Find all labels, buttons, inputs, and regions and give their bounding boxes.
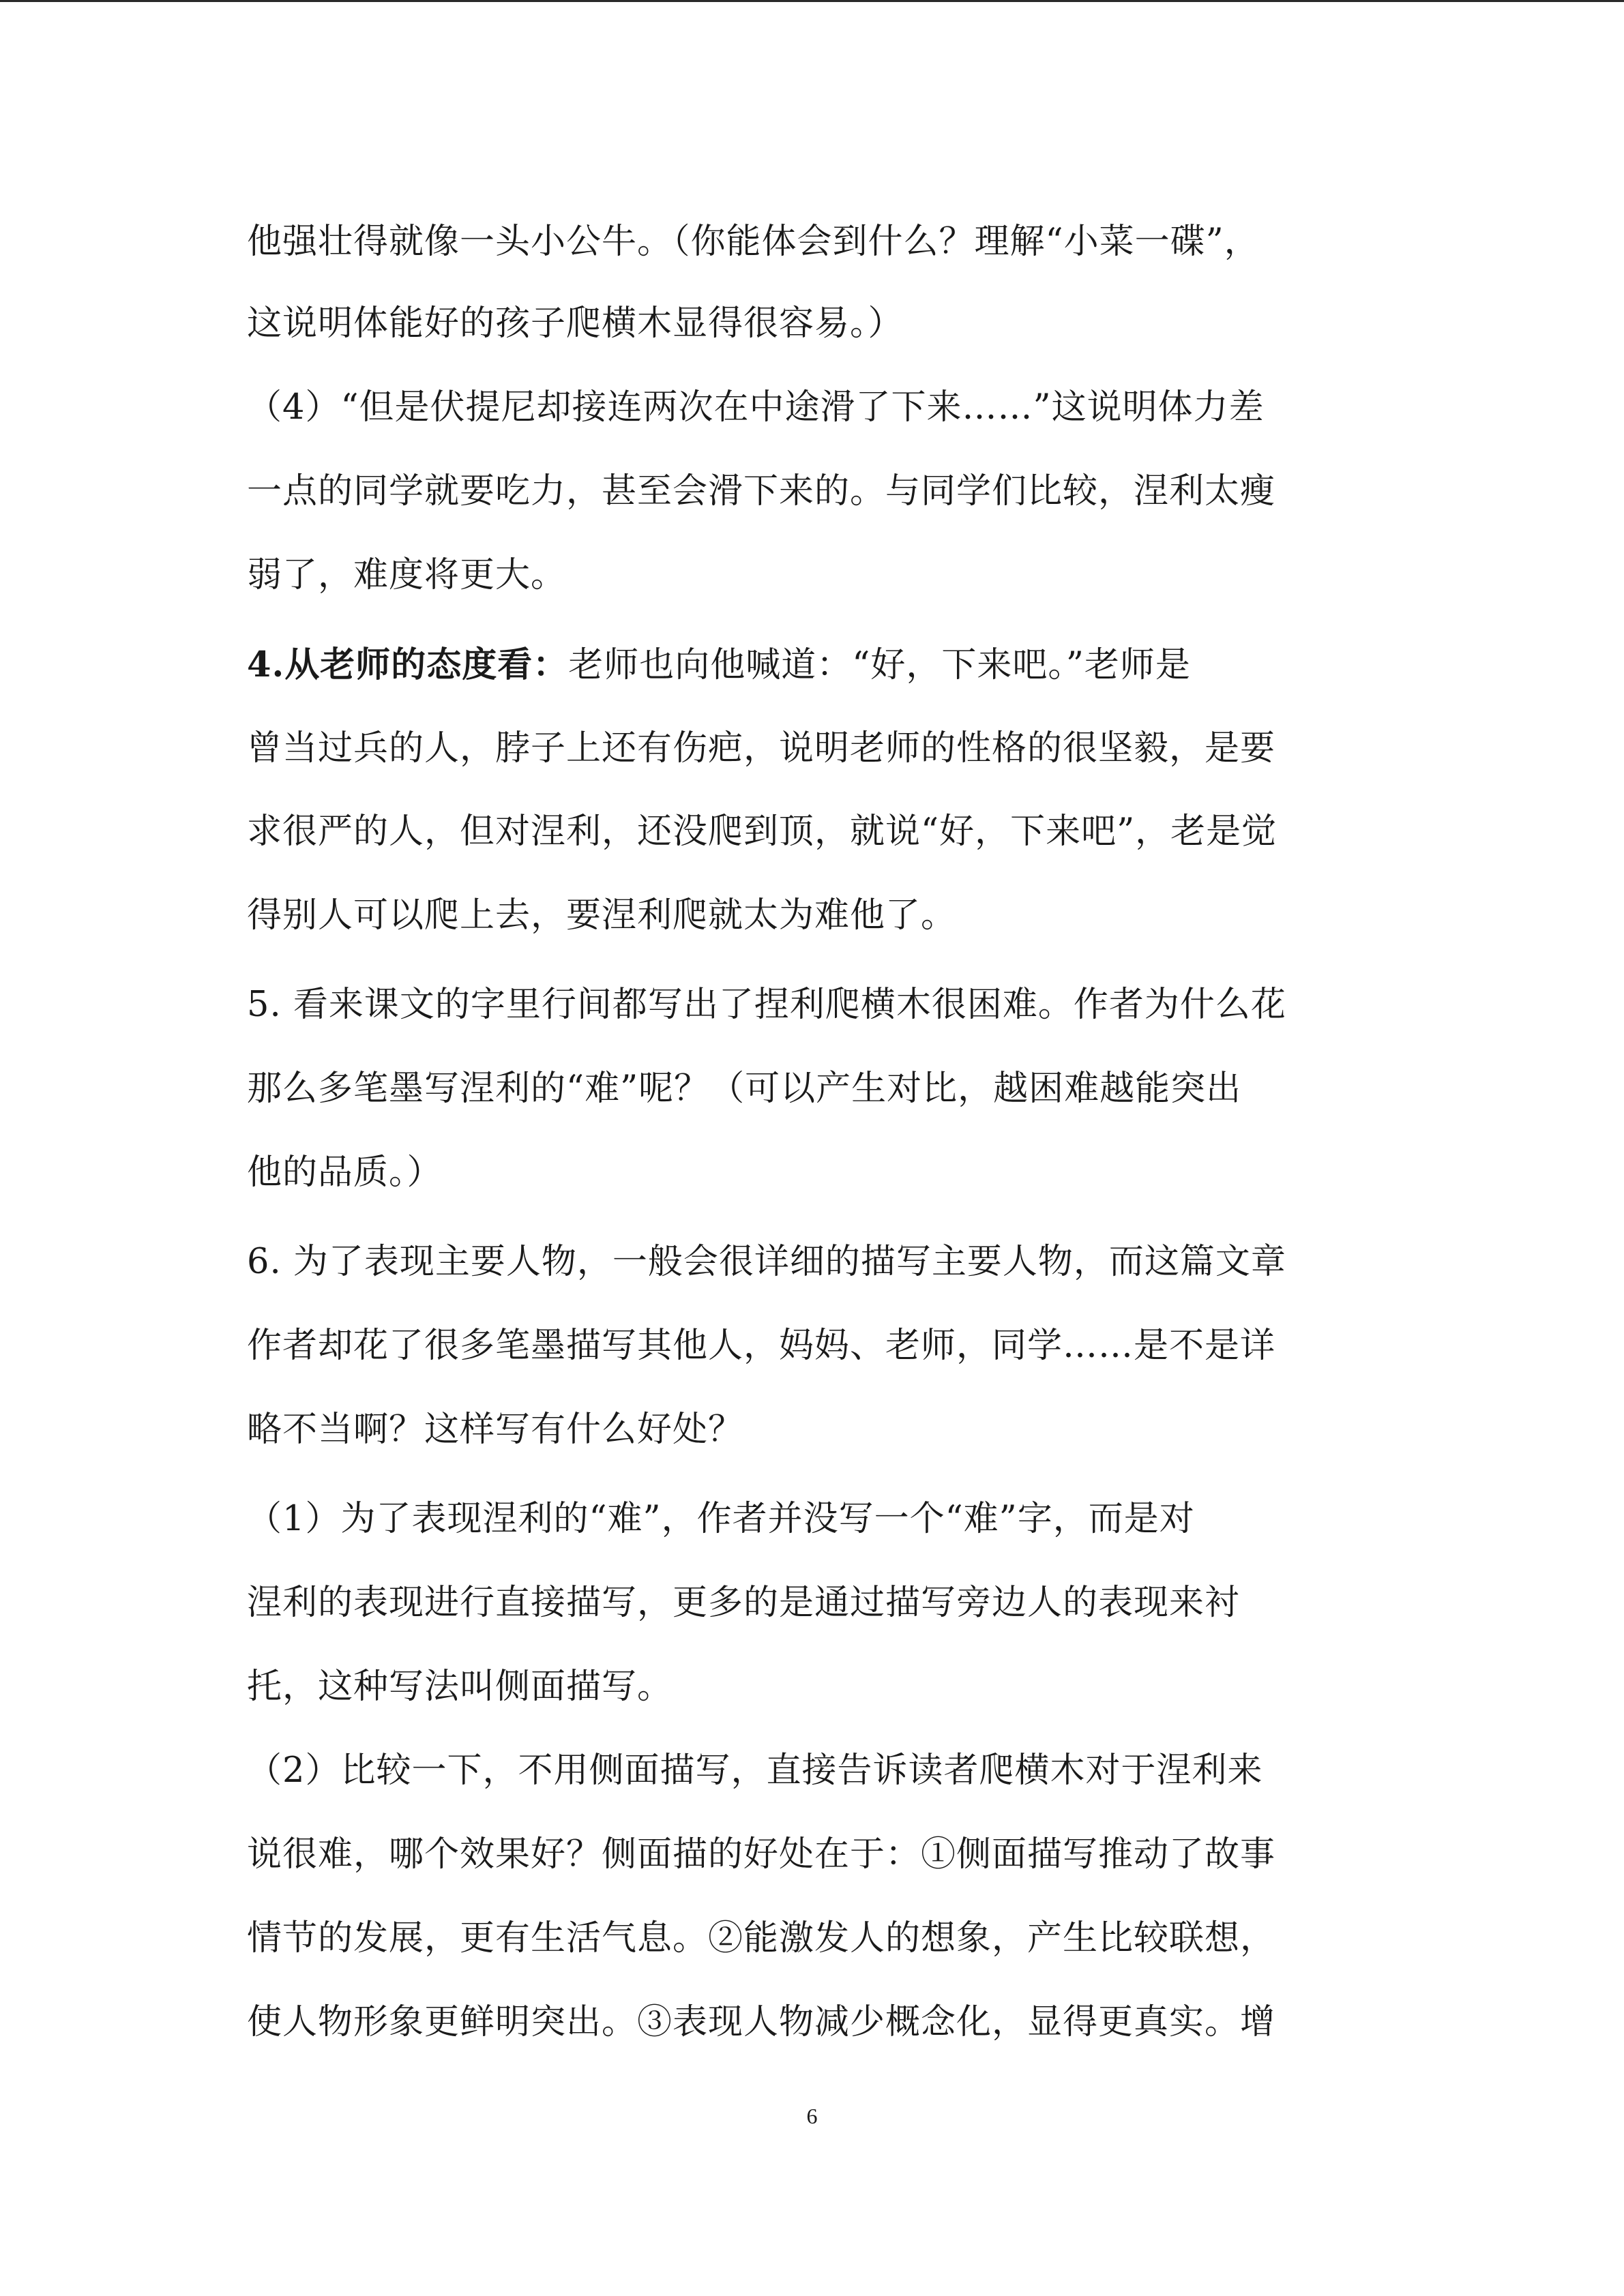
text-line: 作者却花了很多笔墨描写其他人，妈妈、老师，同学……是不是详	[247, 1326, 1276, 1366]
paragraph-4-line	[247, 643, 1393, 687]
text-line: （2）比较一下，不用侧面描写，直接告诉读者爬横木对于涅利来	[247, 1750, 1263, 1791]
text-line: 6. 为了表现主要人物，一般会很详细的描写主要人物，而这篇文章	[247, 1242, 1286, 1282]
text-line: 弱了，难度将更大。	[247, 555, 567, 595]
text-line: 得别人可以爬上去，要涅利爬就太为难他了。	[247, 895, 957, 936]
text-line: 他的品质。）	[247, 1152, 443, 1193]
section-heading-4: 4.从老师的态度看：	[247, 644, 569, 685]
text-line: 涅利的表现进行直接描写，更多的是通过描写旁边人的表现来衬	[247, 1583, 1241, 1623]
text-line: （4）“但是伏提尼却接连两次在中途滑了下来……”这说明体力差	[247, 387, 1265, 428]
text-span: 老师也向他喊道：“好，下来吧。”老师是	[568, 645, 1191, 685]
page-number: 6	[806, 2104, 818, 2128]
text-line: 那么多笔墨写涅利的“难”呢？（可以产生对比，越困难越能突出	[247, 1069, 1242, 1109]
text-line: 这说明体能好的孩子爬横木显得很容易。）	[247, 303, 904, 344]
text-line: 5. 看来课文的字里行间都写出了捏利爬横木很困难。作者为什么花	[247, 985, 1286, 1025]
text-line: 曾当过兵的人，脖子上还有伤疤，说明老师的性格的很坚毅，是要	[247, 728, 1276, 769]
text-line: 使人物形象更鲜明突出。③表现人物减少概念化，显得更真实。增	[247, 2002, 1276, 2042]
text-line: 他强壮得就像一头小公牛。（你能体会到什么？理解“小菜一碟”，	[247, 222, 1260, 262]
text-line: 略不当啊？这样写有什么好处？	[247, 1410, 744, 1450]
text-line: 求很严的人，但对涅利，还没爬到顶，就说“好，下来吧”，老是觉	[247, 811, 1278, 852]
text-line: （1）为了表现涅利的“难”，作者并没写一个“难”字，而是对	[247, 1499, 1195, 1539]
text-line: 说很难，哪个效果好？侧面描的好处在于：①侧面描写推动了故事	[247, 1834, 1276, 1875]
text-line: 情节的发展，更有生活气息。②能激发人的想象，产生比较联想，	[247, 1918, 1276, 1958]
text-line: 托，这种写法叫侧面描写。	[247, 1667, 673, 1707]
text-line: 一点的同学就要吃力，甚至会滑下来的。与同学们比较，涅利太瘦	[247, 471, 1276, 511]
